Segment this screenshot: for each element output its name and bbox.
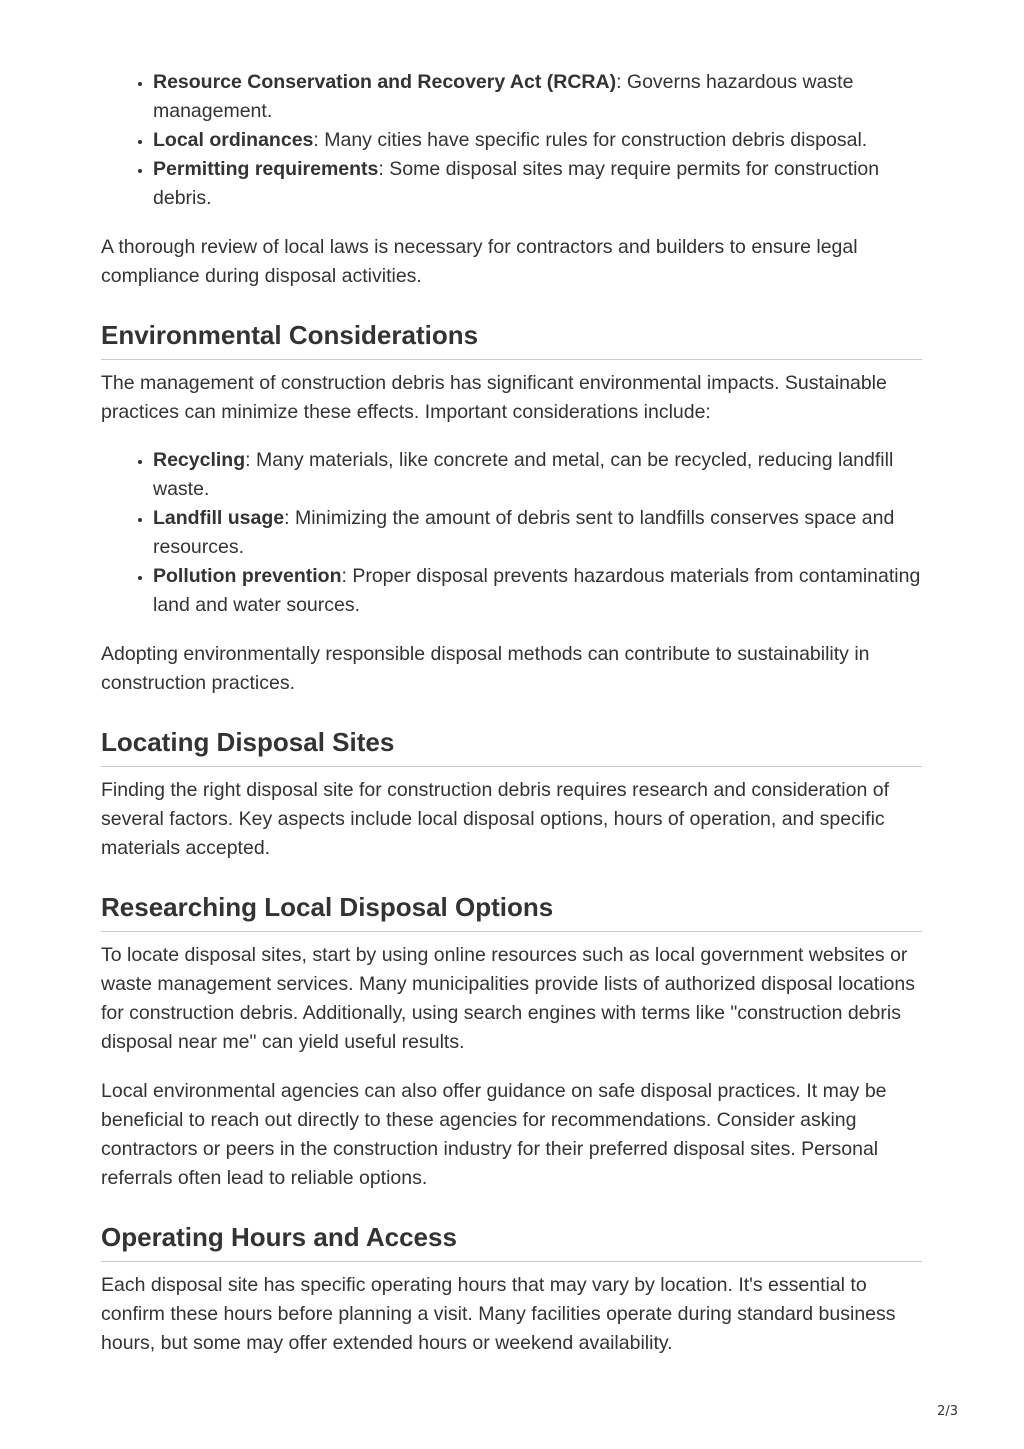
section-heading: Operating Hours and Access: [101, 1219, 922, 1262]
paragraph: Adopting environmentally responsible disposal methods can contribute to sustainability in construction practices.: [101, 643, 870, 694]
regulations-list: [101, 68, 922, 213]
list-item-desc: : Minimizing the amount of debris sent to landfills conserves space and resources.: [153, 507, 895, 558]
section-heading: Locating Disposal Sites: [101, 724, 922, 767]
list-item-term: Pollution prevention: [153, 565, 342, 587]
paragraph: The management of construction debris has significant environmental impacts. Sustainable practices can minimize these effects. Important considerations include:: [101, 372, 887, 423]
list-item: [153, 155, 922, 213]
page-number: 2/3: [937, 1404, 958, 1419]
list-item: [153, 504, 922, 562]
list-item-desc: : Some disposal sites may require permits for construction debris.: [153, 158, 880, 209]
list-item-term: Landfill usage: [153, 507, 285, 529]
list-item-term: Local ordinances: [153, 129, 314, 151]
list-item-term: Resource Conservation and Recovery Act (RCRA): [153, 71, 617, 93]
paragraph: Finding the right disposal site for construction debris requires research and consideration of several factors. Key aspects include local disposal options, hours of operation, and specific materials accepted.: [101, 779, 890, 859]
list-item-term: Recycling: [153, 449, 246, 471]
environmental-list: [101, 446, 922, 620]
paragraph: To locate disposal sites, start by using online resources such as local government websites or waste management services. Many municipalities provide lists of authorized disposal locations for construction debris. Additionally, using search engines with terms like "construction debris disposal near me" can yield useful results.: [101, 944, 915, 1053]
list-item-desc: : Many materials, like concrete and metal, can be recycled, reducing landfill waste.: [153, 449, 894, 500]
list-item: [153, 126, 922, 155]
list-item-desc: : Proper disposal prevents hazardous materials from contaminating land and water sources.: [153, 565, 921, 616]
list-item: [153, 68, 922, 126]
document-page: [101, 68, 922, 1358]
list-item-desc: : Many cities have specific rules for construction debris disposal.: [313, 129, 868, 151]
list-item-desc: : Governs hazardous waste management.: [153, 71, 854, 122]
paragraph: Local environmental agencies can also offer guidance on safe disposal practices. It may be beneficial to reach out directly to these agencies for recommendations. Consider asking contractors or peers in the construction industry for their preferred disposal sites. Personal referrals often lead to reliable options.: [101, 1080, 887, 1189]
section-heading: Researching Local Disposal Options: [101, 889, 922, 932]
list-item: [153, 562, 922, 620]
list-item: [153, 446, 922, 504]
paragraph: Each disposal site has specific operating hours that may vary by location. It's essential to confirm these hours before planning a visit. Many facilities operate during standard business hours, but some may offer extended hours or weekend availability.: [101, 1274, 896, 1354]
list-item-term: Permitting requirements: [153, 158, 379, 180]
paragraph: A thorough review of local laws is necessary for contractors and builders to ensure legal compliance during disposal activities.: [101, 236, 858, 287]
section-heading: Environmental Considerations: [101, 317, 922, 360]
